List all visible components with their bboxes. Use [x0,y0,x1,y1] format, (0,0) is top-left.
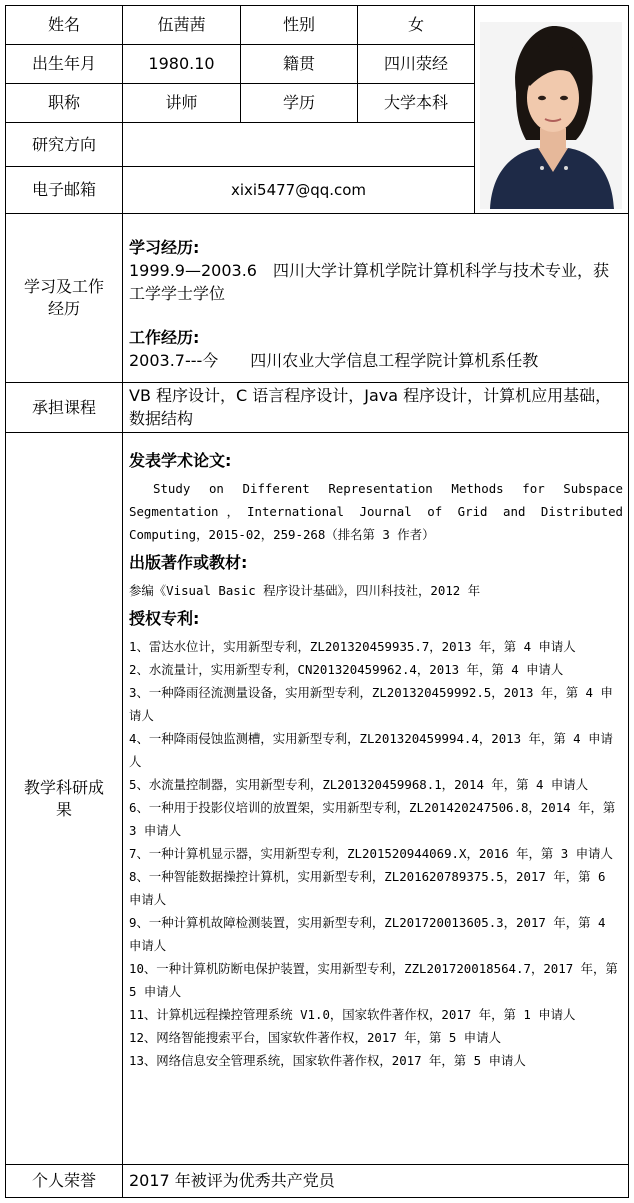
patent-item: 2、水流量计，实用新型专利，CN201320459962.4，2013 年，第 4 申请人 [129,662,564,677]
profile-photo [480,22,622,209]
birth-value: 1980.10 [148,54,215,73]
email-label: 电子邮箱 [31,180,96,199]
honors-label: 个人荣誉 [31,1171,96,1190]
birth-label: 出生年月 [31,54,96,73]
patents-heading: 授权专利: [129,609,200,628]
table-border-bottom [5,1197,629,1198]
name-label: 姓名 [47,15,80,34]
education-label: 学历 [282,93,315,112]
achievements-label-text: 教学科研成果 [23,777,104,819]
books-heading: 出版著作或教材: [129,553,248,572]
study-heading: 学习经历: [129,238,200,257]
work-heading: 工作经历: [129,328,200,347]
achievements-label [6,433,122,1164]
history-content [129,236,623,372]
patent-item: 5、水流量控制器，实用新型专利，ZL201320459968.1，2014 年，第 4 申请人 [129,777,589,792]
patent-item: 11、计算机远程操控管理系统 V1.0，国家软件著作权，2017 年，第 1 申请人 [129,1007,576,1022]
email-value: xixi5477@qq.com [230,181,367,199]
patent-item: 7、一种计算机显示器，实用新型专利，ZL201520944069.X，2016 年，第 3 申请人 [129,846,613,861]
history-label [6,214,122,382]
patent-item: 8、一种智能数据操控计算机，实用新型专利，ZL201620789375.5，2017 年，第 6 申请人 [129,869,606,907]
study-text: 1999.9—2003.6 四川大学计算机学院计算机科学与技术专业，获工学学士学位 [129,261,609,303]
patent-item: 10、一种计算机防断电保护装置，实用新型专利，ZZL201720018564.7，2017 年，第 5 申请人 [129,961,618,999]
gender-label: 性别 [282,15,315,34]
patent-item: 6、一种用于投影仪培训的放置架，实用新型专利，ZL201420247506.8，2014 年，第 3 申请人 [129,800,616,838]
origin-label: 籍贯 [282,54,315,73]
achievements-content [129,449,623,1072]
gender-value: 女 [407,15,424,34]
patent-item: 3、一种降雨径流测量设备，实用新型专利，ZL201320459992.5，2013 年，第 4 申请人 [129,685,613,723]
education-value: 大学本科 [383,93,448,112]
honors-value: 2017 年被评为优秀共产党员 [129,1171,335,1190]
table-border-right [628,5,629,1198]
patent-item: 1、雷达水位计，实用新型专利，ZL201320459935.7，2013 年，第 4 申请人 [129,639,576,654]
origin-value: 四川荥经 [383,54,448,73]
research-label: 研究方向 [31,134,96,154]
work-text: 2003.7---今 四川农业大学信息工程学院计算机系任教 [129,351,539,370]
patent-item: 9、一种计算机故障检测装置，实用新型专利，ZL201720013605.3，2017 年，第 4 申请人 [129,915,606,953]
title-value: 讲师 [165,93,198,112]
paper-item: Study on Different Representation Methods for Subspace Segmentation，International Journal of Grid and Distributed Computing，2015-02，259-268（排名第 3 作者） [129,481,623,542]
patent-item: 4、一种降雨侵蚀监测槽，实用新型专利，ZL201320459994.4，2013 年，第 4 申请人 [129,731,613,769]
patent-item: 12、网络智能搜索平台，国家软件著作权，2017 年，第 5 申请人 [129,1030,501,1045]
patent-item: 13、网络信息安全管理系统，国家软件著作权，2017 年，第 5 申请人 [129,1053,526,1068]
spacer [129,305,623,326]
book-item: 参编《Visual Basic 程序设计基础》，四川科技社，2012 年 [129,583,481,598]
photo-column-divider [474,5,475,213]
courses-value: VB 程序设计，C 语言程序设计，Java 程序设计，计算机应用基础，数据结构 [129,386,612,428]
patent-list [129,635,623,1072]
name-value: 伍茜茜 [157,15,206,34]
research-value [123,123,474,166]
courses-label: 承担课程 [31,397,96,417]
history-label-text: 学习及工作经历 [23,277,104,318]
papers-heading: 发表学术论文: [129,451,232,470]
title-label: 职称 [47,93,80,112]
